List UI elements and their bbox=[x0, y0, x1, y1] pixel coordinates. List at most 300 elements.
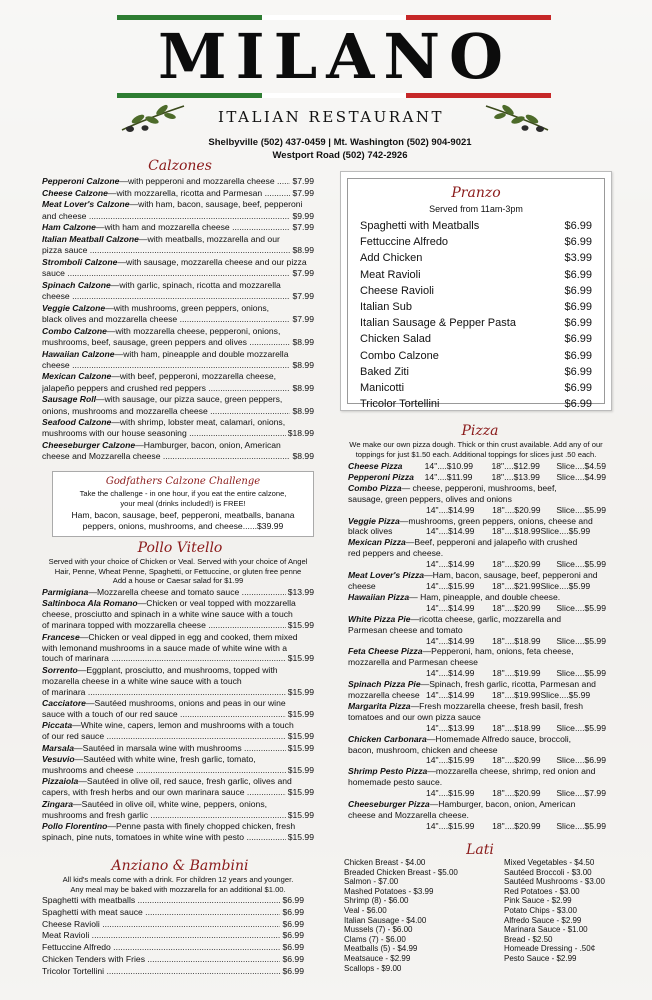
item-name: White Pizza Pie bbox=[348, 613, 411, 624]
item-price: $6.99 bbox=[282, 942, 304, 953]
price-slice: Slice....$5.99 bbox=[540, 690, 591, 701]
price-14: 14"....$11.99 bbox=[424, 471, 473, 482]
item-desc: —Sautéed with white wine, fresh garlic, tomato, bbox=[74, 754, 256, 765]
item-text bbox=[42, 587, 286, 598]
item-desc-line: homemade pesto sauce. bbox=[348, 777, 443, 788]
price-row bbox=[348, 788, 606, 799]
calzone-challenge-box bbox=[52, 471, 314, 537]
calzone-item bbox=[42, 176, 314, 187]
item-line bbox=[42, 257, 314, 268]
item-desc: —with sausage, mozzarella cheese and our pizza bbox=[117, 256, 307, 267]
item-line bbox=[348, 516, 606, 527]
pollo-list bbox=[42, 587, 314, 843]
item-line bbox=[42, 665, 314, 676]
price-18: 18"....$12.99 bbox=[491, 461, 540, 471]
item-desc: of marinara bbox=[42, 686, 86, 697]
item-price-row bbox=[42, 337, 314, 348]
price-slice: Slice....$5.99 bbox=[556, 504, 606, 515]
calzone-item bbox=[42, 234, 314, 256]
calzone-item bbox=[42, 440, 314, 462]
item-desc: —Chicken or veal dipped in egg and cooked, them mixed bbox=[79, 631, 298, 642]
item-line bbox=[348, 734, 606, 745]
item-name: Cheese Calzone bbox=[42, 187, 108, 198]
item-name: Pepperoni Calzone bbox=[42, 176, 120, 186]
pranzo-list bbox=[348, 218, 604, 412]
pollo-item bbox=[42, 598, 314, 631]
lati-item: Pink Sauce - $2.99 bbox=[504, 896, 572, 906]
item-name: Piccata bbox=[42, 720, 73, 731]
item-text bbox=[42, 245, 290, 256]
item-price: $8.99 bbox=[292, 405, 314, 416]
item-text bbox=[42, 907, 280, 919]
challenge-line-2: your meal (drinks included!) is FREE! bbox=[120, 498, 246, 508]
restaurant-subtitle: ITALIAN RESTAURANT bbox=[218, 108, 444, 126]
item-text bbox=[42, 942, 280, 954]
item-price: $18.99 bbox=[287, 428, 314, 439]
item-price: $15.99 bbox=[287, 686, 314, 697]
item-price-row bbox=[42, 832, 314, 843]
item-name: Spinach Calzone bbox=[42, 279, 111, 290]
pollo-note-2: Hair, Penne, Wheat Penne, Spaghetti, or Fettuccine, or gluten free penne bbox=[54, 566, 302, 576]
olive-branch-left-icon bbox=[118, 100, 188, 138]
item-desc: onions, mushrooms and mozzarella cheese bbox=[42, 405, 208, 416]
item-price: $6.99 bbox=[282, 953, 304, 964]
item-desc: Meat Ravioli bbox=[42, 930, 90, 941]
item-desc-line: cheese and Mozzarella cheese. bbox=[348, 810, 469, 820]
item-price: $7.99 bbox=[292, 176, 314, 186]
bambini-item bbox=[42, 907, 304, 919]
calzone-item bbox=[42, 349, 314, 371]
item-text bbox=[42, 620, 286, 631]
item-desc: —with mozzarella cheese, pepperoni, onions, bbox=[106, 325, 281, 336]
price-row bbox=[348, 668, 606, 679]
lati-item: Red Potatoes - $3.00 bbox=[504, 886, 580, 896]
item-line bbox=[42, 234, 314, 245]
calzones-list bbox=[42, 176, 314, 463]
item-price: $15.99 bbox=[287, 731, 314, 742]
pranzo-item bbox=[348, 396, 604, 412]
item-text bbox=[42, 188, 290, 199]
item-desc: —Fresh mozzarella cheese, fresh basil, fresh bbox=[410, 700, 583, 711]
price-slice: Slice....$5.99 bbox=[556, 722, 606, 733]
pollo-item bbox=[42, 587, 314, 598]
price-slice: Slice....$5.99 bbox=[556, 668, 606, 679]
price-18: 18"....$20.99 bbox=[492, 559, 541, 570]
price-14: 14"....$14.99 bbox=[426, 635, 475, 646]
item-price-row bbox=[42, 211, 314, 222]
price-18: 18"....$18.99 bbox=[492, 526, 541, 537]
item-price-row bbox=[42, 291, 314, 302]
price-18: 18"....$18.99 bbox=[492, 722, 541, 733]
item-name: Zingara bbox=[42, 798, 74, 809]
item-price-row bbox=[42, 268, 314, 279]
price-row bbox=[348, 526, 606, 537]
item-price-row bbox=[42, 222, 314, 233]
price-14: 14"....$14.99 bbox=[426, 559, 475, 570]
item-price: $13.99 bbox=[287, 587, 314, 597]
price-row bbox=[348, 581, 606, 592]
item-price-row bbox=[42, 314, 314, 325]
item-desc: cheese and Mozzarella cheese bbox=[42, 451, 161, 462]
bambini-item bbox=[42, 930, 304, 942]
item-price: $6.99 bbox=[564, 398, 592, 411]
item-price-row bbox=[42, 406, 314, 417]
price-slice: Slice....$5.99 bbox=[556, 820, 606, 831]
item-text bbox=[42, 919, 280, 931]
pranzo-note: Served from 11am-3pm bbox=[429, 204, 523, 214]
item-price-row bbox=[42, 383, 314, 394]
item-line bbox=[348, 646, 606, 657]
item-price: $8.99 bbox=[292, 359, 314, 370]
item-desc: —with meatballs, mozzarella and our bbox=[138, 234, 280, 245]
price-slice: Slice....$5.99 bbox=[556, 559, 606, 570]
item-name: Francese bbox=[42, 631, 80, 642]
item-price: $6.99 bbox=[564, 382, 592, 395]
item-text bbox=[42, 176, 290, 187]
lati-item: Alfredo Sauce - $2.99 bbox=[504, 915, 582, 925]
pollo-item bbox=[42, 632, 314, 665]
item-text bbox=[42, 451, 290, 462]
item-desc: pizza sauce bbox=[42, 245, 88, 256]
lati-item: Breaded Chicken Breast - $5.00 bbox=[344, 867, 458, 877]
item-line bbox=[42, 349, 314, 360]
item-price: $6.99 bbox=[564, 268, 592, 281]
contact-line-1: Shelbyville (502) 437-0459 | Mt. Washington (502) 904-9021 bbox=[208, 137, 472, 148]
price-18: 18"....$19.99 bbox=[492, 668, 541, 679]
item-desc: —Sautéed mushrooms, onions and peas in our wine bbox=[85, 698, 286, 709]
item-desc: —Hamburger, bacon, onion, American bbox=[429, 799, 576, 810]
item-text bbox=[42, 291, 290, 302]
lati-item: Italian Sausage - $4.00 bbox=[344, 915, 427, 925]
lati-right-list bbox=[504, 858, 624, 964]
pranzo-inner-frame bbox=[347, 178, 605, 411]
item-line bbox=[348, 483, 606, 494]
item-text bbox=[42, 314, 290, 325]
item-name: Seafood Calzone bbox=[42, 417, 112, 428]
item-price: $15.99 bbox=[287, 765, 314, 775]
item-line bbox=[348, 614, 606, 625]
price-row bbox=[348, 690, 606, 701]
calzone-item bbox=[42, 257, 314, 279]
item-name: Cheeseburger Pizza bbox=[348, 799, 430, 810]
item-line bbox=[348, 537, 606, 548]
item-price: $3.99 bbox=[564, 252, 592, 265]
price-14: 14"....$13.99 bbox=[426, 722, 475, 733]
item-price-row bbox=[42, 687, 314, 698]
item-price: $6.99 bbox=[282, 930, 304, 941]
price-row bbox=[348, 636, 606, 647]
item-name: Cacciatore bbox=[42, 698, 86, 709]
item-price: $7.99 bbox=[292, 187, 314, 198]
item-name: Saltinboca Ala Romano bbox=[42, 598, 138, 609]
item-desc: —Sautéed in marsala wine with mushrooms bbox=[74, 742, 242, 753]
pizza-item bbox=[348, 570, 606, 592]
price-18: 18"....$20.99 bbox=[492, 820, 541, 831]
item-desc-line: red peppers and cheese. bbox=[348, 548, 444, 559]
lati-left-list bbox=[344, 858, 494, 973]
price-slice: Slice....$7.99 bbox=[556, 788, 606, 799]
lati-item: Meatsauce - $2.99 bbox=[344, 953, 411, 963]
item-name: Pollo Florentino bbox=[42, 821, 108, 832]
flag-stripe-bottom bbox=[117, 93, 551, 98]
item-price: $15.99 bbox=[287, 653, 314, 664]
item-name: Combo Pizza bbox=[348, 482, 402, 493]
price-slice: Slice....$5.99 bbox=[540, 580, 591, 591]
pizza-note-1: We make our own pizza dough. Thick or thin crust available. Add any of our bbox=[349, 440, 603, 449]
calzone-item bbox=[42, 280, 314, 302]
pizza-inline-row bbox=[348, 461, 606, 472]
pizza-item bbox=[348, 679, 606, 701]
item-desc: —mozzarella cheese, shrimp, red onion and bbox=[427, 766, 596, 777]
item-desc-line: tomatoes and our own pizza sauce bbox=[348, 711, 481, 722]
price-14: 14"....$14.99 bbox=[426, 602, 475, 613]
item-desc: — Ham, pineapple, and double cheese. bbox=[409, 591, 561, 602]
item-price: $7.99 bbox=[292, 313, 314, 324]
brand-title: MILANO bbox=[157, 20, 512, 93]
pizza-item bbox=[348, 646, 606, 679]
item-name: Spaghetti with Meatballs bbox=[360, 220, 480, 232]
pranzo-item bbox=[348, 331, 604, 347]
pollo-note-3: Add a house or Caesar salad for $1.99 bbox=[112, 576, 244, 586]
item-desc: — cheese, pepperoni, mushrooms, beef, bbox=[401, 482, 557, 493]
item-name: Vesuvio bbox=[42, 754, 75, 765]
price-slice: Slice....$5.99 bbox=[556, 635, 606, 646]
item-name: Manicotti bbox=[360, 382, 405, 395]
item-name: Cheese Ravioli bbox=[360, 284, 434, 297]
item-name: Cheeseburger Calzone bbox=[42, 440, 136, 451]
item-desc: of marinara topped with mozzarella cheese bbox=[42, 620, 206, 631]
item-price: $6.99 bbox=[564, 236, 592, 249]
item-name: Fettuccine Alfredo bbox=[360, 236, 449, 249]
item-price: $7.99 bbox=[292, 222, 314, 233]
pizza-item bbox=[348, 701, 606, 734]
calzone-item bbox=[42, 394, 314, 416]
pizza-title: Pizza bbox=[461, 423, 499, 439]
pranzo-item bbox=[348, 315, 604, 331]
item-desc-mid: with lemonand mushrooms in a sauce made of white wine with a bbox=[42, 642, 288, 653]
price-row bbox=[348, 755, 606, 766]
item-desc: —with sausage, our pizza sauce, green peppers, bbox=[95, 394, 283, 405]
item-name: Sausage Roll bbox=[42, 394, 96, 405]
item-name: Chicken Carbonara bbox=[348, 733, 427, 744]
item-price-row bbox=[42, 810, 314, 821]
price-slice: Slice....$5.99 bbox=[540, 526, 591, 537]
item-price-row bbox=[42, 765, 314, 776]
item-text bbox=[42, 337, 290, 348]
bambini-note bbox=[42, 875, 314, 894]
item-price: $8.99 bbox=[292, 451, 314, 462]
item-desc: —Ham, bacon, sausage, beef, pepperoni and bbox=[424, 570, 598, 581]
pizza-item bbox=[348, 537, 606, 570]
item-price: $15.99 bbox=[287, 708, 314, 719]
calzones-title: Calzones bbox=[148, 158, 212, 174]
item-name: Mexican Calzone bbox=[42, 371, 112, 382]
item-name: Parmigiana bbox=[42, 587, 89, 597]
item-name: Shrimp Pesto Pizza bbox=[348, 766, 428, 777]
item-price-row bbox=[42, 709, 314, 720]
item-desc: of our red sauce bbox=[42, 731, 105, 742]
item-price-row bbox=[42, 653, 314, 664]
pollo-note-1: Served with your choice of Chicken or Veal. Served with your choice of Angel bbox=[48, 557, 308, 566]
item-price: $15.99 bbox=[287, 620, 314, 631]
price-18: 18"....$20.99 bbox=[492, 602, 541, 613]
challenge-line-3: Ham, bacon, sausage, beef, pepperoni, meatballs, banana bbox=[71, 510, 295, 521]
item-price: $6.99 bbox=[282, 965, 304, 976]
bambini-item bbox=[42, 895, 304, 907]
item-price: $6.99 bbox=[564, 349, 592, 362]
bambini-item bbox=[42, 954, 304, 966]
item-desc: —with mozzarella, ricotta and Parmesan bbox=[107, 187, 263, 198]
item-name: Spinach Pizza Pie bbox=[348, 679, 421, 690]
bambini-title: Anziano & Bambini bbox=[111, 858, 249, 874]
bambini-list bbox=[42, 895, 304, 978]
pizza-list bbox=[348, 461, 606, 832]
item-name: Add Chicken bbox=[360, 252, 423, 265]
item-text bbox=[42, 383, 290, 394]
lati-item: Bread - $2.50 bbox=[504, 934, 553, 944]
item-price: $6.99 bbox=[564, 333, 592, 346]
item-text bbox=[42, 895, 280, 907]
item-line bbox=[348, 766, 606, 777]
item-name: Margarita Pizza bbox=[348, 700, 411, 711]
item-desc: Tricolor Tortellini bbox=[42, 965, 105, 976]
lati-item: Sautéed Broccoli - $3.00 bbox=[504, 867, 592, 877]
item-line bbox=[42, 776, 314, 787]
item-name: Hawaiian Pizza bbox=[348, 591, 410, 602]
item-text bbox=[42, 268, 290, 279]
item-price-row bbox=[42, 587, 314, 598]
pranzo-item bbox=[348, 364, 604, 380]
pizza-item bbox=[348, 614, 606, 647]
item-name: Combo Calzone bbox=[360, 349, 439, 362]
item-desc: Fettuccine Alfredo bbox=[42, 942, 111, 953]
contact-line-2: Westport Road (502) 742-2926 bbox=[272, 150, 408, 161]
item-line bbox=[42, 280, 314, 291]
item-name: Sorrento bbox=[42, 664, 78, 675]
pollo-vitello-title: Pollo Vitello bbox=[137, 540, 223, 556]
price-18: 18"....$19.99 bbox=[492, 690, 541, 701]
item-desc: —Mozzarella cheese and tomato sauce bbox=[88, 587, 240, 597]
pollo-item bbox=[42, 743, 314, 754]
calzone-item bbox=[42, 371, 314, 393]
item-text bbox=[42, 832, 286, 843]
item-desc: —mushrooms, green peppers, onions, cheese and bbox=[399, 515, 593, 526]
item-desc: sauce with a touch of our red sauce bbox=[42, 708, 178, 719]
item-name: Pepperoni Pizza bbox=[348, 471, 414, 482]
pollo-item bbox=[42, 799, 314, 821]
item-price-row bbox=[42, 188, 314, 199]
pollo-item bbox=[42, 754, 314, 776]
item-desc: cheese bbox=[42, 291, 70, 302]
item-desc: Cheese Ravioli bbox=[42, 918, 100, 929]
price-14: 14"....$10.99 bbox=[424, 461, 474, 471]
item-name: Marsala bbox=[42, 742, 75, 753]
item-text bbox=[42, 709, 286, 720]
item-name: Combo Calzone bbox=[42, 325, 107, 336]
item-text bbox=[42, 360, 290, 371]
item-price: $6.99 bbox=[282, 918, 304, 929]
item-text bbox=[42, 222, 290, 233]
price-row bbox=[348, 559, 606, 570]
item-desc-line: sausage, green peppers, olives and onions bbox=[348, 493, 512, 504]
item-line bbox=[42, 440, 314, 451]
lati-item: Shrimp (8) - $6.00 bbox=[344, 896, 409, 906]
item-desc: jalapeño peppers and crushed red peppers bbox=[42, 382, 206, 393]
item-text bbox=[42, 731, 286, 742]
item-desc: Spaghetti with meatballs bbox=[42, 895, 136, 905]
item-name: Meat Lover's Pizza bbox=[348, 570, 425, 581]
item-desc-lead: mozzarella cheese bbox=[348, 690, 420, 701]
challenge-line-1: Take the challenge - in one hour, if you eat the entire calzone, bbox=[79, 489, 287, 498]
item-name: Meat Lover's Calzone bbox=[42, 199, 130, 210]
item-text bbox=[42, 954, 280, 966]
item-desc: Chicken Tenders with Fries bbox=[42, 953, 146, 964]
calzone-item bbox=[42, 222, 314, 233]
pranzo-box bbox=[340, 171, 612, 411]
item-price: $6.99 bbox=[564, 284, 592, 297]
calzone-item bbox=[42, 417, 314, 439]
pizza-note bbox=[340, 440, 612, 459]
item-price-row bbox=[42, 787, 314, 798]
calzone-item bbox=[42, 188, 314, 199]
item-text bbox=[42, 687, 286, 698]
item-desc: touch of marinara bbox=[42, 653, 109, 664]
item-price-row bbox=[42, 428, 314, 439]
item-line bbox=[42, 698, 314, 709]
price-18: 18"....$20.99 bbox=[492, 755, 541, 766]
pizza-item bbox=[348, 472, 606, 483]
calzone-item bbox=[42, 199, 314, 221]
item-desc: —Beef, pepperoni and jalapeño with crushed bbox=[405, 537, 578, 548]
item-price: $15.99 bbox=[287, 809, 314, 820]
item-name: Baked Ziti bbox=[360, 365, 409, 378]
item-desc: black olives and mozzarella cheese bbox=[42, 313, 178, 324]
item-line bbox=[42, 632, 314, 643]
item-price: $6.99 bbox=[282, 895, 304, 905]
price-slice: Slice....$4.99 bbox=[556, 471, 606, 482]
item-text bbox=[42, 653, 286, 664]
item-line bbox=[42, 417, 314, 428]
item-line bbox=[42, 199, 314, 210]
price-18: 18"....$21.99 bbox=[492, 580, 541, 591]
olive-branch-right-icon bbox=[482, 100, 552, 138]
item-desc: —Penne pasta with finely chopped chicken, fresh bbox=[107, 821, 296, 832]
item-desc-lead: black olives bbox=[348, 526, 393, 537]
item-price: $7.99 bbox=[292, 291, 314, 302]
item-line bbox=[348, 799, 606, 810]
item-price-row bbox=[42, 245, 314, 256]
item-price-row bbox=[42, 743, 314, 754]
item-desc: mushrooms and cheese bbox=[42, 765, 134, 775]
item-price: $6.99 bbox=[564, 220, 592, 232]
challenge-line-4: peppers, onions, mushrooms, and cheese bbox=[82, 521, 243, 532]
item-desc: —White wine, capers, lemon and mushrooms with a touch bbox=[72, 720, 294, 731]
price-14: 14"....$14.99 bbox=[426, 526, 475, 537]
item-price: $7.99 bbox=[292, 268, 314, 279]
pizza-note-2: toppings for just $1.50 each. Additional toppings for slices just .50 each. bbox=[355, 449, 597, 459]
item-desc: and cheese bbox=[42, 210, 87, 221]
item-line bbox=[42, 303, 314, 314]
item-desc: capers, with fresh herbs and our own marinara sauce bbox=[42, 787, 245, 798]
lati-item: Pesto Sauce - $2.99 bbox=[504, 953, 577, 963]
item-price: $15.99 bbox=[287, 831, 314, 842]
pizza-inline-row bbox=[348, 472, 606, 483]
price-slice: Slice....$4.59 bbox=[556, 461, 606, 471]
pollo-item bbox=[42, 665, 314, 698]
item-text bbox=[42, 743, 286, 754]
item-text bbox=[42, 966, 280, 978]
item-name: Italian Meatball Calzone bbox=[42, 234, 139, 245]
